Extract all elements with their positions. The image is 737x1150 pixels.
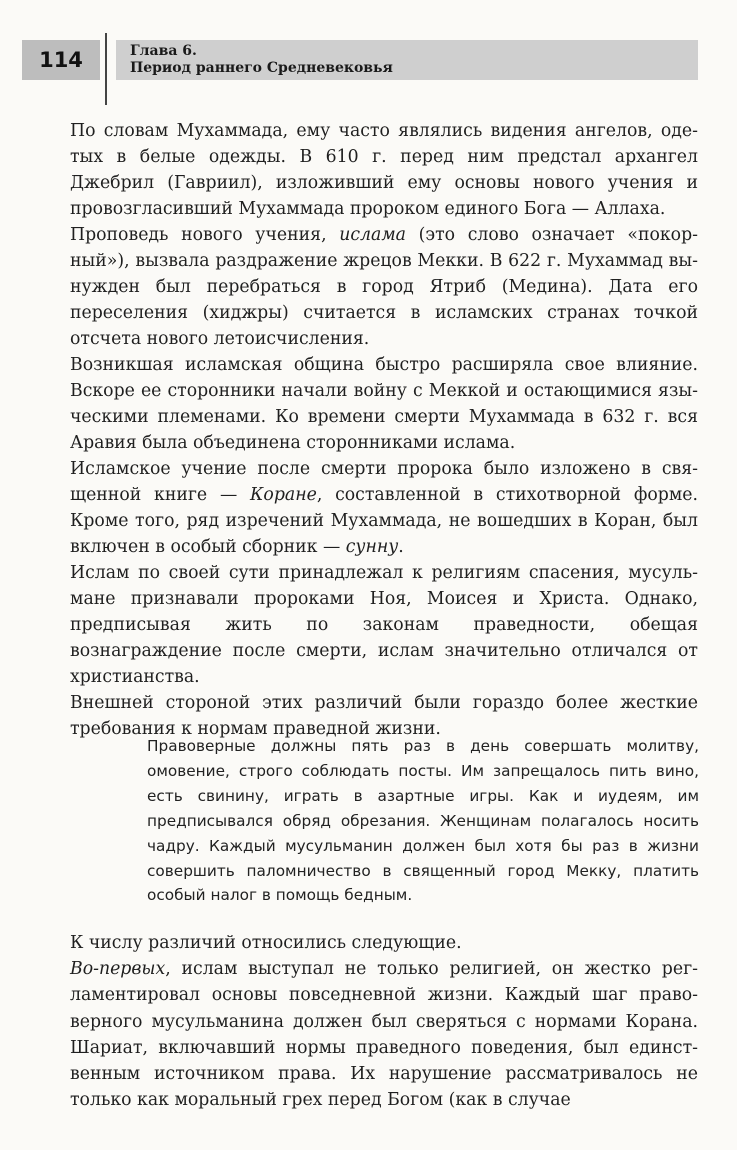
emphasis-term: ислама — [339, 225, 406, 245]
paragraph — [70, 456, 698, 560]
text-run: По словам Мухаммада, ему часто являлись видения ангелов, одетых в белые одежды. В 610 г. перед ним предстал архангел Джебрил (Гавриил), изложивший ему основы нового учения и провозгласивший Мухаммада пророком единого Бога — Аллаха. — [70, 121, 698, 219]
paragraph — [70, 118, 698, 222]
emphasis-term: Во-первых — [70, 959, 166, 980]
header-divider — [105, 33, 107, 105]
text-run: . — [398, 537, 404, 557]
text-run: Внешней стороной этих различий были гораздо более жесткие требования к нормам праведной жизни. — [70, 693, 698, 739]
text-run: Ислам по своей сути принадлежал к религиям спасения, мусульмане признавали пророками Ноя, Моисея и Христа. Однако, предписывая жить по законам праведности, обещая вознаграждение после смерти, ислам значительно отличался от христианства. — [70, 563, 698, 687]
chapter-title: Период раннего Средневековья — [130, 60, 393, 76]
emphasis-term: сунну — [345, 537, 399, 557]
chapter-header — [116, 40, 698, 80]
text-run: К числу различий относились следующие. — [70, 933, 462, 953]
text-run: , составленной в стихотворной форме. Кроме того, ряд изречений Мухаммада, не вошедших в Коран, был включен в особый сборник — — [70, 485, 698, 557]
text-run: Исламское учение после смерти пророка было изложено в священной книге — — [70, 459, 698, 505]
paragraph — [70, 352, 698, 456]
text-run: (это слово означает «покорный»), вызвала раздражение жрецов Мекки. В 622 г. Мухаммад вынужден был перебраться в город Ятриб (Медина). Дата его переселения (хиджры) считается в исламских странах точкой отсчета нового летоисчисления. — [70, 225, 698, 349]
text-run: Возникшая исламская община быстро расширяла свое влияние. Вскоре ее сторонники начали войну с Меккой и остающимися языческими племенами. Ко времени смерти Мухаммада в 632 г. вся Аравия была объединена сторонниками ислама. — [70, 355, 698, 453]
text-run: Проповедь нового учения, — [70, 225, 340, 245]
chapter-number: Глава 6. — [130, 43, 197, 59]
body-text-continued — [70, 930, 698, 1113]
paragraph — [70, 930, 698, 956]
emphasis-term: Коране — [250, 485, 317, 505]
paragraph — [70, 222, 698, 352]
body-text — [70, 118, 698, 742]
text-run: , ислам выступал не только религией, он жестко регламентировал основы повседневной жизни. Каждый шаг правоверного мусульманина должен был сверяться с нормами Корана. Шариат, включавший нормы праведного поведения, был единственным источником права. Их нарушение рассматривалось не только как моральный грех перед Богом (как в случае — [70, 959, 698, 1111]
highlight-box-text: Правоверные должны пять раз в день совершать молитву, омовение, строго соблюдать посты. Им запрещалось пить вино, есть свинину, играть в азартные игры. Как и иудеям, им предписывался обряд обрезания. Женщинам полагалось носить чадру. Каждый мусульманин должен был хотя бы раз в жизни совершить паломничество в священный город Мекку, платить особый налог в помощь бедным. — [147, 737, 699, 905]
page-header — [0, 0, 737, 110]
paragraph — [70, 560, 698, 690]
page-number: 114 — [22, 40, 100, 80]
paragraph — [70, 956, 698, 1113]
